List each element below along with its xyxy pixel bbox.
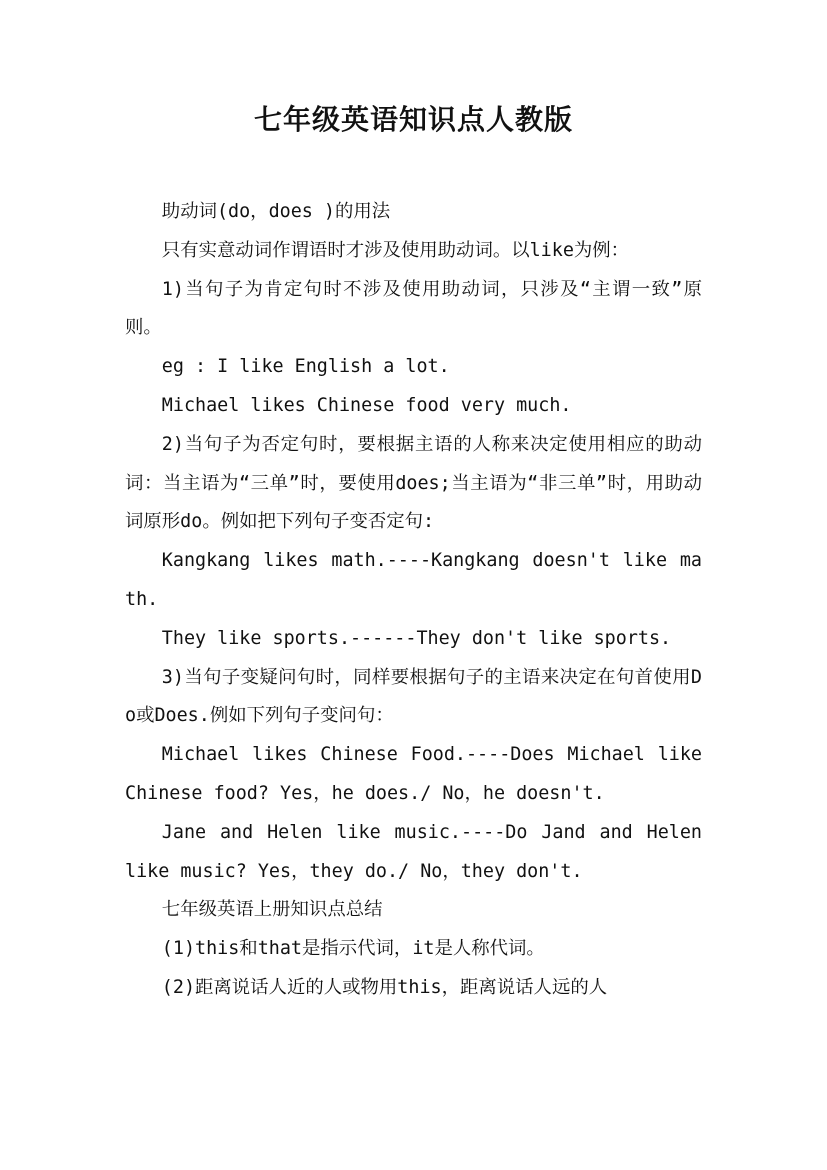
paragraph-auxiliary-heading: 助动词(do，does )的用法	[161, 201, 391, 222]
paragraph-example-5: Michael likes Chinese Food.----Does Michael like Chinese food? Yes，he does./ No，he doesn't.	[125, 744, 702, 804]
paragraph-intro: 只有实意动词作谓语时才涉及使用助动词。以like为例：	[161, 239, 630, 261]
paragraph-rule-2: 2)当句子为否定句时，要根据主语的人称来决定使用相应的助动词：当主语为“三单”时，要使用does;当主语为“非三单”时，用助动词原形do。例如把下列句子变否定句:	[125, 433, 702, 533]
paragraph-example-1: eg : I like English a lot.	[161, 356, 450, 378]
document-body	[125, 193, 702, 1008]
paragraph-section-heading: 七年级英语上册知识点总结	[161, 899, 383, 921]
paragraph-example-4: They like sports.------They don't like sports.	[161, 627, 672, 649]
paragraph-point-2: (2)距离说话人近的人或物用this，距离说话人远的人	[161, 976, 608, 998]
paragraph-point-1: (1)this和that是指示代词，it是人称代词。	[161, 938, 545, 960]
document-title: 七年级英语知识点人教版	[253, 103, 573, 136]
paragraph-example-6: Jane and Helen like music.----Do Jand and Helen like music? Yes，they do./ No，they don't.	[125, 821, 702, 882]
paragraph-rule-3: 3)当句子变疑问句时，同样要根据句子的主语来决定在句首使用Do或Does.例如下列句子变问句：	[125, 666, 702, 727]
paragraph-rule-1: 1)当句子为肯定句时不涉及使用助动词，只涉及“主谓一致”原则。	[125, 278, 702, 339]
paragraph-example-3: Kangkang likes math.----Kangkang doesn't like math.	[125, 550, 702, 610]
paragraph-example-2: Michael likes Chinese food very much.	[161, 394, 572, 416]
